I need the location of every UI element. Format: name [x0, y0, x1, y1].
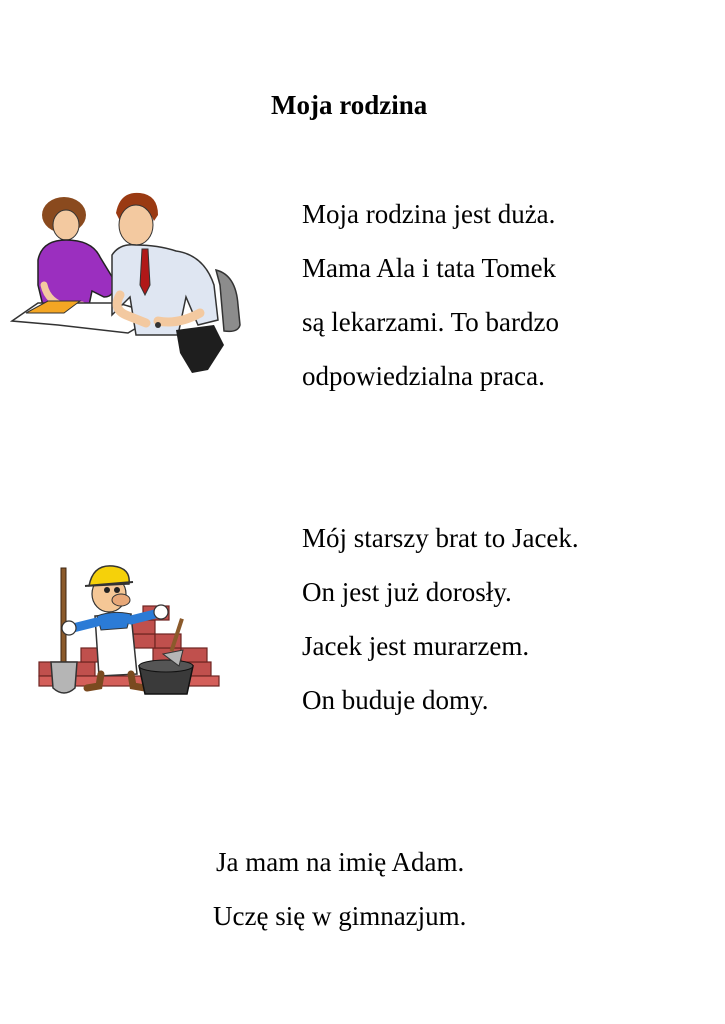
- text-line: Mama Ala i tata Tomek: [302, 253, 557, 283]
- text-line: Jacek jest murarzem.: [302, 631, 530, 661]
- text-line: On jest już dorosły.: [302, 577, 512, 607]
- page-title: Moja rodzina: [271, 90, 428, 120]
- parents-reading-document-icon: [8, 185, 248, 380]
- text-line: On buduje domy.: [302, 685, 489, 715]
- paragraph-adam: [213, 845, 467, 953]
- bricklayer-with-shovel-icon: [33, 562, 223, 702]
- text-line: Uczę się w gimnazjum.: [213, 901, 467, 931]
- text-line: odpowiedzialna praca.: [302, 361, 545, 391]
- paragraph-brother: [302, 521, 579, 737]
- text-line: Ja mam na imię Adam.: [216, 847, 465, 877]
- paragraph-family: [302, 197, 559, 413]
- text-line: są lekarzami. To bardzo: [302, 307, 560, 337]
- text-line: Moja rodzina jest duża.: [302, 199, 556, 229]
- text-line: Mój starszy brat to Jacek.: [302, 523, 579, 553]
